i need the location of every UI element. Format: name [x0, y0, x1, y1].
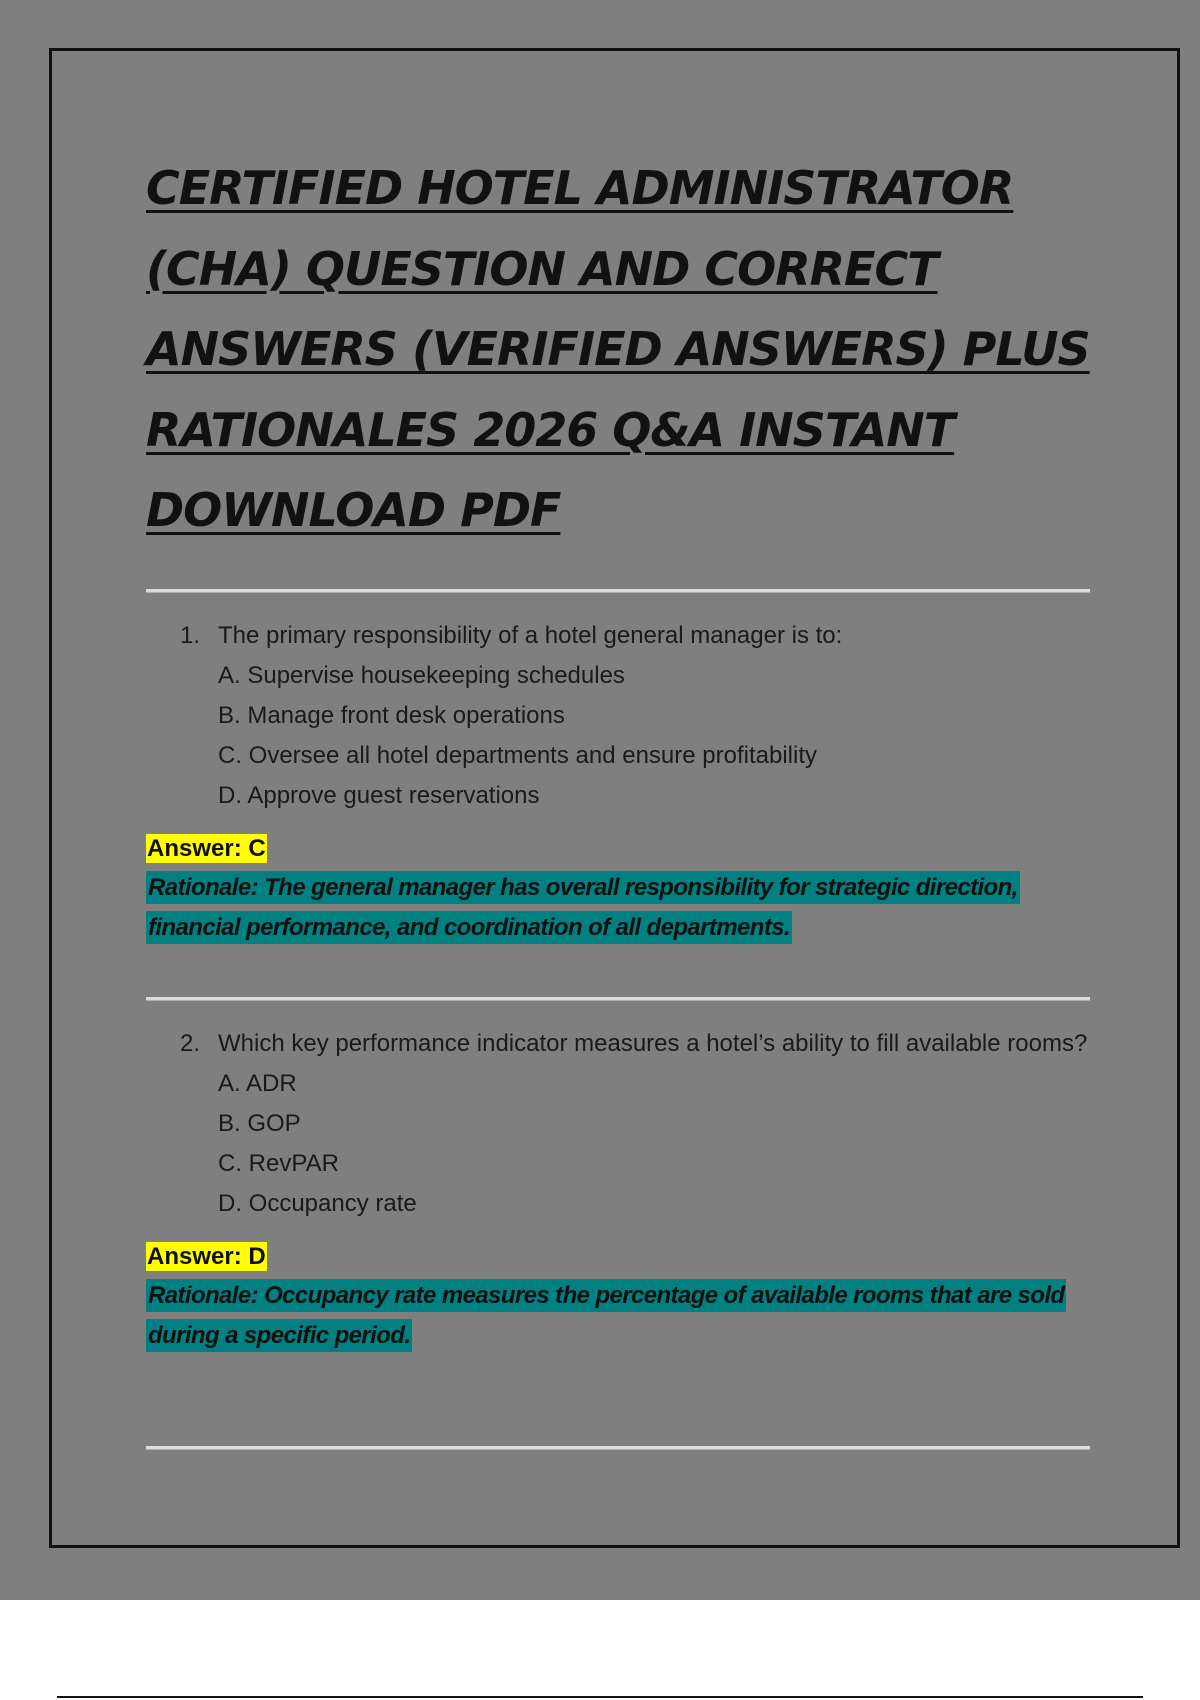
option-d: D. Occupancy rate: [218, 1190, 417, 1217]
answer-options: [146, 1064, 1090, 1224]
title-line: RATIONALES 2026 Q&A INSTANT: [146, 402, 955, 457]
option-c: C. RevPAR: [218, 1150, 339, 1177]
title-line: CERTIFIED HOTEL ADMINISTRATOR: [146, 161, 1014, 215]
answer-label: Answer: D: [147, 1243, 266, 1270]
question-number: 1.: [180, 622, 201, 649]
document-title: [146, 148, 1090, 551]
title-line: DOWNLOAD PDF: [146, 483, 561, 537]
answer-label: Answer: C: [147, 835, 266, 862]
option-b: B. GOP: [218, 1110, 301, 1137]
answer-options: [146, 656, 1090, 816]
question-stem: [146, 616, 1090, 656]
section-divider: [146, 997, 1090, 1000]
question-text: Which key performance indicator measures a hotel’s ability to fill available rooms?: [218, 1030, 1088, 1057]
rationale: [146, 868, 1090, 948]
title-line: ANSWERS (VERIFIED ANSWERS) PLUS: [146, 322, 1090, 376]
option-b: B. Manage front desk operations: [218, 702, 565, 729]
question-stem: [146, 1024, 1090, 1064]
question-text: The primary responsibility of a hotel general manager is to:: [218, 622, 843, 649]
section-divider: [146, 1446, 1090, 1449]
rationale-text: Rationale: The general manager has overall responsibility for strategic direction, financial performance, and coordination of all departments.: [146, 871, 1020, 944]
answer-key: [146, 1238, 1090, 1276]
option-c: C. Oversee all hotel departments and ensure profitability: [218, 742, 817, 769]
option-a: A. ADR: [218, 1070, 297, 1097]
section-divider: [146, 589, 1090, 592]
rationale-text: Rationale: Occupancy rate measures the percentage of available rooms that are sold during a specific period.: [146, 1279, 1066, 1352]
answer-key: [146, 830, 1090, 868]
next-page-rule: [57, 1696, 1143, 1698]
question-number: 2.: [180, 1030, 201, 1057]
option-d: D. Approve guest reservations: [218, 782, 540, 809]
question-1: [146, 616, 1090, 948]
title-line: (CHA) QUESTION AND CORRECT: [146, 241, 938, 296]
option-a: A. Supervise housekeeping schedules: [218, 662, 625, 689]
rationale: [146, 1276, 1090, 1356]
question-2: [146, 1024, 1090, 1356]
